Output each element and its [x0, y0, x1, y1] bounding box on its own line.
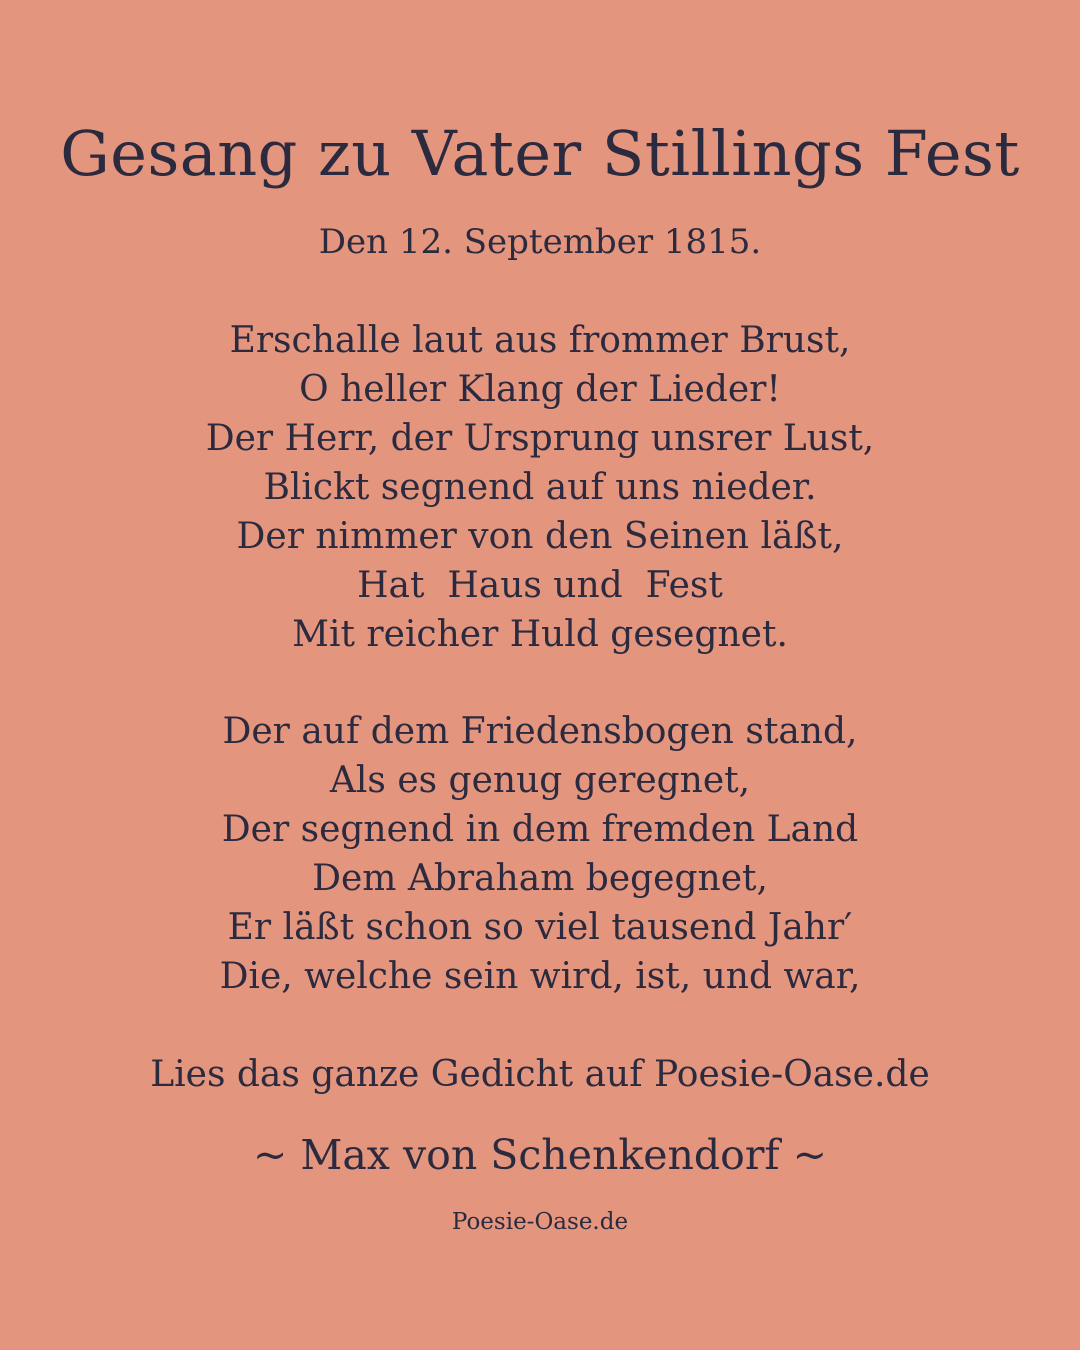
verse-line: Blickt segnend auf uns nieder.	[263, 467, 817, 508]
read-more-note: Lies das ganze Gedicht auf Poesie-Oase.de	[150, 1054, 930, 1095]
verse-line: O heller Klang der Lieder!	[299, 369, 781, 410]
stanza-2	[0, 707, 1080, 1001]
verse-line: Hat Haus und Fest	[357, 565, 723, 606]
verse-line: Der Herr, der Ursprung unsrer Lust,	[205, 418, 875, 459]
verse-line: Dem Abraham begegnet,	[312, 858, 768, 899]
verse-line: Er läßt schon so viel tausend Jahr′	[227, 907, 853, 948]
stanza-1	[0, 316, 1080, 659]
verse-line: Der auf dem Friedensbogen stand,	[222, 711, 858, 752]
poem-title: Gesang zu Vater Stillings Fest	[60, 117, 1020, 190]
verse-line: Die, welche sein wird, ist, und war,	[219, 956, 861, 997]
verse-line: Mit reicher Huld gesegnet.	[292, 614, 788, 655]
poem-date: Den 12. September 1815.	[318, 222, 762, 262]
verse-line: Der nimmer von den Seinen läßt,	[236, 516, 844, 557]
poem-author: ~ Max von Schenkendorf ~	[253, 1131, 827, 1179]
verse-line: Der segnend in dem fremden Land	[221, 809, 859, 850]
verse-line: Als es genug geregnet,	[329, 760, 751, 801]
verse-line: Erschalle laut aus frommer Brust,	[229, 320, 851, 361]
site-brand: Poesie-Oase.de	[451, 1209, 629, 1235]
